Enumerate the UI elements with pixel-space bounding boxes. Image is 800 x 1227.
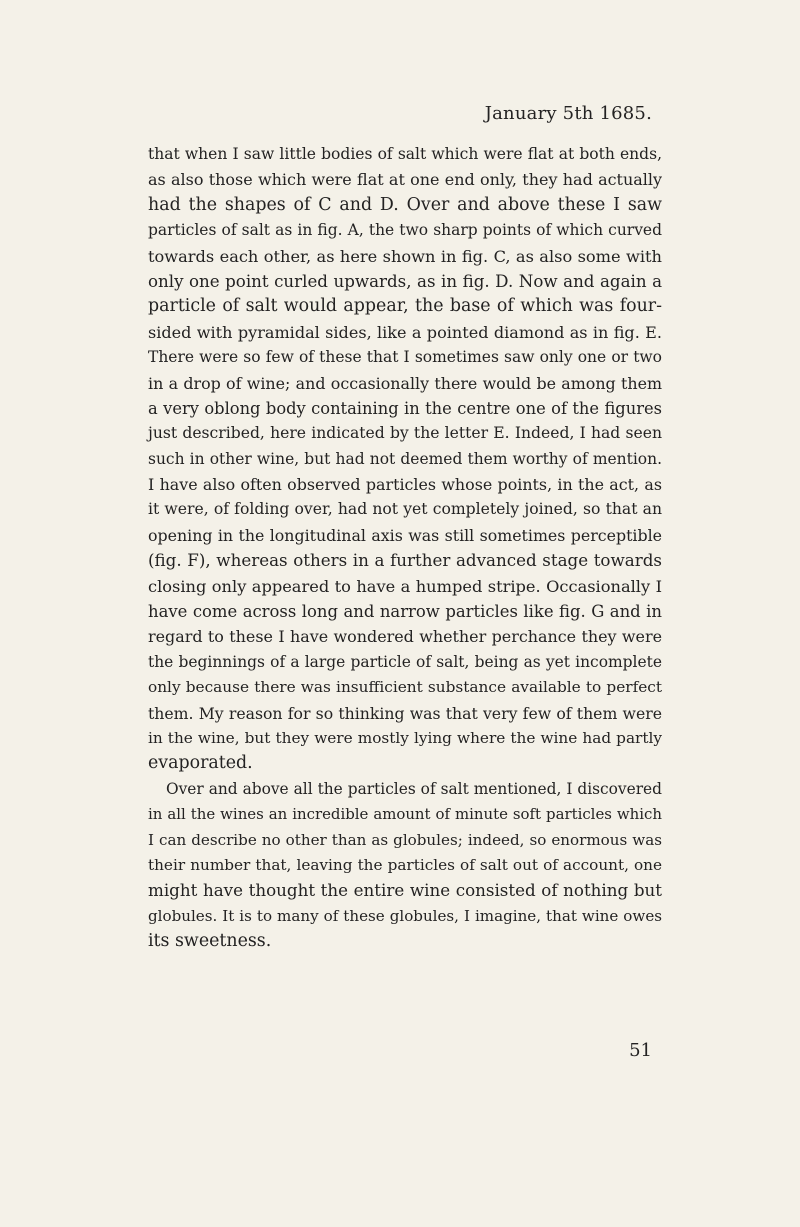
- text-line: sided with pyramidal sides, like a pointed diamond as in fig. E.: [148, 322, 662, 342]
- text-line: have come across long and narrow particles like fig. G and in: [148, 602, 662, 622]
- text-line: only one point curled upwards, as in fig. D. Now and again a: [148, 271, 662, 291]
- text-line: particles of salt as in fig. A, the two sharp points of which curved: [148, 221, 662, 240]
- text-line: in all the wines an incredible amount of minute soft particles which: [148, 805, 662, 824]
- text-line-paragraph-start: Over and above all the particles of salt mentioned, I discovered: [166, 779, 662, 798]
- text-line: I can describe no other than as globules; indeed, so enormous was: [148, 830, 662, 849]
- text-line: opening in the longitudinal axis was still sometimes perceptible: [148, 525, 662, 545]
- text-line: towards each other, as here shown in fig. C, as also some with: [148, 246, 662, 266]
- text-line: globules. It is to many of these globules, I imagine, that wine owes: [148, 906, 662, 925]
- text-line: that when I saw little bodies of salt which were flat at both ends,: [148, 145, 662, 163]
- page-number: 51: [629, 1040, 652, 1061]
- text-line: such in other wine, but had not deemed them worthy of mention.: [148, 449, 662, 468]
- text-line: a very oblong body containing in the centre one of the figures: [148, 398, 662, 418]
- text-line: in the wine, but they were mostly lying where the wine had partly: [148, 728, 662, 747]
- text-line: them. My reason for so thinking was that very few of them were: [148, 703, 662, 723]
- text-line: it were, of folding over, had not yet completely joined, so that an: [148, 500, 662, 519]
- running-head: January 5th 1685.: [484, 103, 652, 124]
- text-line: There were so few of these that I sometimes saw only one or two: [148, 348, 662, 367]
- body-text: [148, 142, 662, 955]
- text-line: the beginnings of a large particle of salt, being as yet incomplete: [148, 652, 662, 671]
- text-line: closing only appeared to have a humped stripe. Occasionally I: [148, 576, 662, 596]
- text-line: their number that, leaving the particles of salt out of account, one: [148, 855, 662, 874]
- text-line: particle of salt would appear, the base of which was four-: [148, 296, 662, 317]
- text-line: might have thought the entire wine consisted of nothing but: [148, 880, 662, 901]
- text-line: evaporated.: [148, 753, 253, 774]
- text-line: in a drop of wine; and occasionally there would be among them: [148, 373, 662, 393]
- text-line: regard to these I have wondered whether perchance they were: [148, 627, 662, 647]
- text-line: its sweetness.: [148, 931, 272, 952]
- text-line: only because there was insufficient substance available to perfect: [148, 678, 662, 697]
- text-line: just described, here indicated by the letter E. Indeed, I had seen: [148, 424, 662, 443]
- text-line: as also those which were flat at one end only, they had actually: [148, 170, 662, 190]
- text-line: had the shapes of C and D. Over and above these I saw: [148, 194, 662, 215]
- text-line: (fig. F), whereas others in a further advanced stage towards: [148, 550, 662, 571]
- text-line: I have also often observed particles whose points, in the act, as: [148, 475, 662, 495]
